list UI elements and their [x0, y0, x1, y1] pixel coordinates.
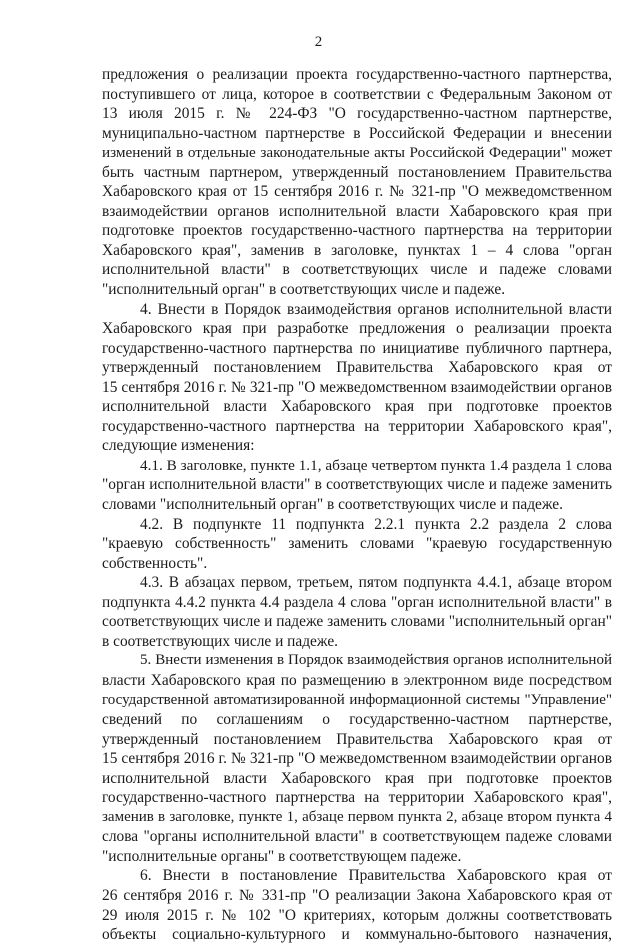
text-line: исполнительной власти Хабаровского края при подготовке проектов: [102, 398, 612, 416]
text-line: словами "исполнительный орган" в соответствующих числе и падеже.: [102, 496, 563, 514]
text-line: 13 июля 2015 г. № 224-ФЗ "О государственно-частном партнерстве,: [102, 105, 612, 123]
text-line: Хабаровского края от 15 сентября 2016 г. № 321-пр "О межведомственном: [102, 183, 612, 201]
text-line: поступившего от лица, которое в соответствии с Федеральным Законом от: [102, 85, 612, 103]
text-line: утвержденный постановлением Правительства Хабаровского края от: [102, 730, 612, 748]
text-line: слова "органы исполнительной власти" в соответствующем падеже словами: [102, 828, 612, 846]
text-line: исполнительной власти" в соответствующих числе и падеже словами: [102, 261, 612, 279]
text-line: 4.1. В заголовке, пункте 1.1, абзаце четвертом пункта 1.4 раздела 1 слова: [140, 456, 612, 474]
text-line: "орган исполнительной власти" в соответствующих числе и падеже заменить: [102, 476, 612, 494]
page-number: 2: [314, 34, 323, 50]
text-line: государственно-частного партнерства по инициативе публичного партнера,: [102, 339, 612, 357]
text-line: предложения о реализации проекта государственно-частного партнерства,: [102, 66, 612, 83]
text-line: 4.3. В абзацах первом, третьем, пятом подпункта 4.4.1, абзаце втором: [140, 574, 612, 592]
text-line: 26 сентября 2016 г. № 331-пр "О реализации Закона Хабаровского края от: [102, 886, 612, 904]
text-line: государственно-частного партнерства на территории Хабаровского края",: [102, 789, 612, 807]
text-line: сведений по соглашениям о государственно-частном партнерстве,: [102, 711, 612, 729]
text-line: Хабаровского края при разработке предложения о реализации проекта: [102, 320, 612, 338]
text-line: Хабаровского края", заменив в заголовке, пунктах 1 – 4 слова "орган: [102, 241, 612, 259]
text-line: утвержденный постановлением Правительства Хабаровского края от: [102, 359, 612, 377]
text-line: 6. Внести в постановление Правительства Хабаровского края от: [140, 867, 612, 885]
text-line: 5. Внести изменения в Порядок взаимодействия органов исполнительной: [140, 652, 612, 669]
text-line: объекты социально-культурного и коммунально-бытового назначения,: [102, 926, 612, 944]
text-line: взаимодействии органов исполнительной власти Хабаровского края при: [102, 202, 612, 220]
text-line: соответствующих числе и падеже заменить словами "исполнительный орган": [102, 613, 612, 631]
text-line: 15 сентября 2016 г. № 321-пр "О межведомственном взаимодействии органов: [102, 378, 612, 396]
text-line: изменений в отдельные законодательные акты Российской Федерации" может: [102, 144, 612, 162]
text-line: 15 сентября 2016 г. № 321-пр "О межведомственном взаимодействии органов: [102, 750, 612, 768]
text-line: в соответствующих числе и падеже.: [102, 632, 338, 650]
text-line: заменив в заголовке, пункте 1, абзаце первом пункта 2, абзаце втором пункта 4: [102, 808, 612, 825]
text-line: государственно-частного партнерства на территории Хабаровского края",: [102, 417, 612, 435]
text-line: 4.2. В подпункте 11 подпункта 2.2.1 пункта 2.2 раздела 2 слова: [140, 515, 612, 533]
text-line: "краевую собственность" заменить словами "краевую государственную: [102, 535, 612, 553]
document-body: [102, 65, 612, 945]
text-line: исполнительной власти Хабаровского края при подготовке проектов: [102, 769, 612, 787]
text-line: государственной автоматизированной информационной системы "Управление": [102, 691, 612, 708]
text-line: подпункта 4.4.2 пункта 4.4 раздела 4 слова "орган исполнительной власти" в: [102, 593, 612, 611]
text-line: следующие изменения:: [102, 437, 255, 455]
text-line: "исполнительный орган" в соответствующих числе и падеже.: [102, 281, 506, 299]
text-line: подготовке проектов государственно-частного партнерства на территории: [102, 222, 612, 240]
text-line: 4. Внести в Порядок взаимодействия органов исполнительной власти: [140, 300, 612, 318]
text-line: власти Хабаровского края по размещению в электронном виде посредством: [102, 671, 612, 689]
text-line: муниципально-частном партнерстве в Российской Федерации и внесении: [102, 124, 612, 142]
text-line: 29 июля 2015 г. № 102 "О критериях, которым должны соответствовать: [102, 906, 612, 924]
text-line: "исполнительные органы" в соответствующем падеже.: [102, 847, 462, 865]
text-line: собственность".: [102, 554, 208, 572]
text-line: быть частным партнером, утвержденный постановлением Правительства: [102, 163, 612, 181]
